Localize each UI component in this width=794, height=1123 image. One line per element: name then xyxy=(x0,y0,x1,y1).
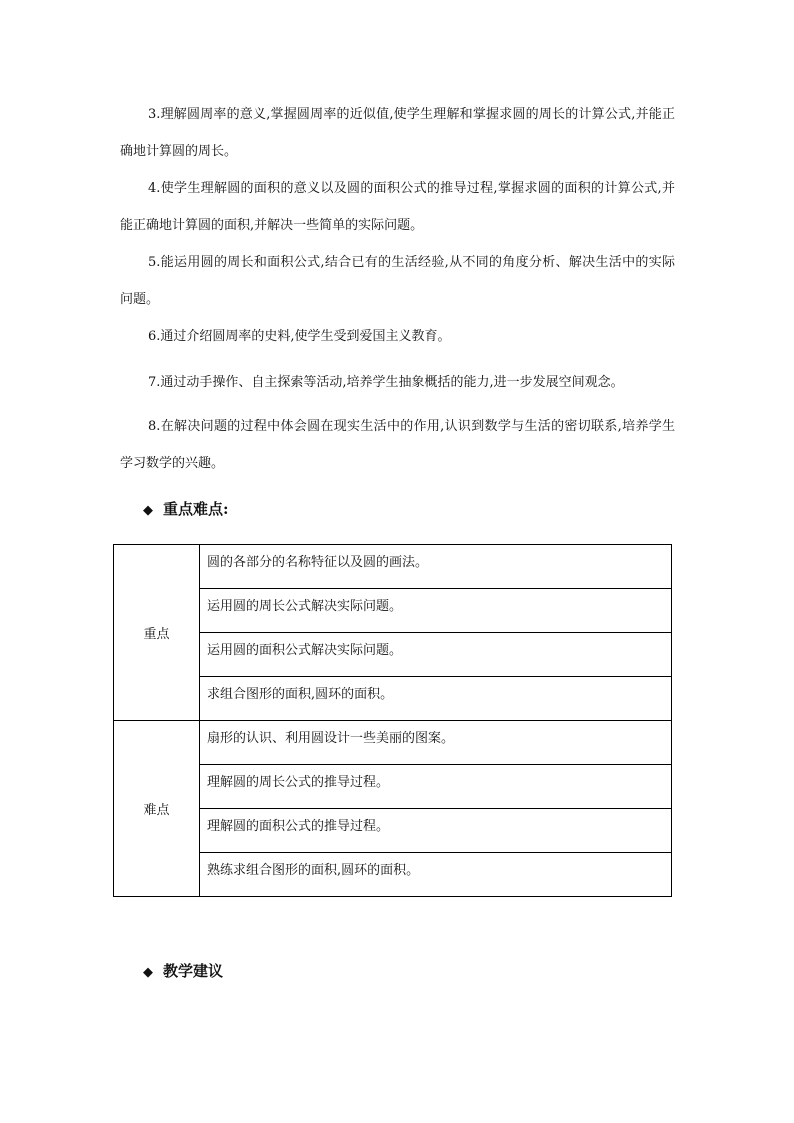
objective-7: 7.通过动手操作、自主探索等活动,培养学生抽象概括的能力,进一步发展空间观念。 xyxy=(148,375,624,390)
table-row xyxy=(114,545,672,589)
section-title: 重点难点: xyxy=(163,500,229,518)
table-cell: 理解圆的周长公式的推导过程。 xyxy=(200,765,672,809)
table-cell: 求组合图形的面积,圆环的面积。 xyxy=(200,677,672,721)
objective-4: 4.使学生理解圆的面积的意义以及圆的面积公式的推导过程,掌握求圆的面积的计算公式,并能正确地计算圆的面积,并解决一些简单的实际问题。 xyxy=(120,181,675,233)
table-cell: 圆的各部分的名称特征以及圆的画法。 xyxy=(200,545,672,589)
objective-8: 8.在解决问题的过程中体会圆在现实生活中的作用,认识到数学与生活的密切联系,培养学生学习数学的兴趣。 xyxy=(120,419,675,471)
key-points-table xyxy=(113,544,672,897)
section-title: 教学建议 xyxy=(163,962,224,980)
section-heading-teaching-suggestions xyxy=(143,960,223,981)
diamond-bullet-icon: ◆ xyxy=(143,965,153,980)
section-heading-key-points xyxy=(143,498,229,519)
table-cell: 运用圆的面积公式解决实际问题。 xyxy=(200,633,672,677)
objective-5: 5.能运用圆的周长和面积公式,结合已有的生活经验,从不同的角度分析、解决生活中的实际问题。 xyxy=(120,255,675,307)
table-cell: 扇形的认识、利用圆设计一些美丽的图案。 xyxy=(200,721,672,765)
diamond-bullet-icon: ◆ xyxy=(143,503,153,518)
table-row xyxy=(114,721,672,765)
table-cell: 熟练求组合图形的面积,圆环的面积。 xyxy=(200,853,672,897)
category-focus: 重点 xyxy=(114,545,200,721)
objective-6: 6.通过介绍圆周率的史料,使学生受到爱国主义教育。 xyxy=(148,329,451,344)
table-cell: 理解圆的面积公式的推导过程。 xyxy=(200,809,672,853)
category-difficulty: 难点 xyxy=(114,721,200,897)
table-cell: 运用圆的周长公式解决实际问题。 xyxy=(200,589,672,633)
objective-3: 3.理解圆周率的意义,掌握圆周率的近似值,使学生理解和掌握求圆的周长的计算公式,并能正确地计算圆的周长。 xyxy=(120,107,675,159)
